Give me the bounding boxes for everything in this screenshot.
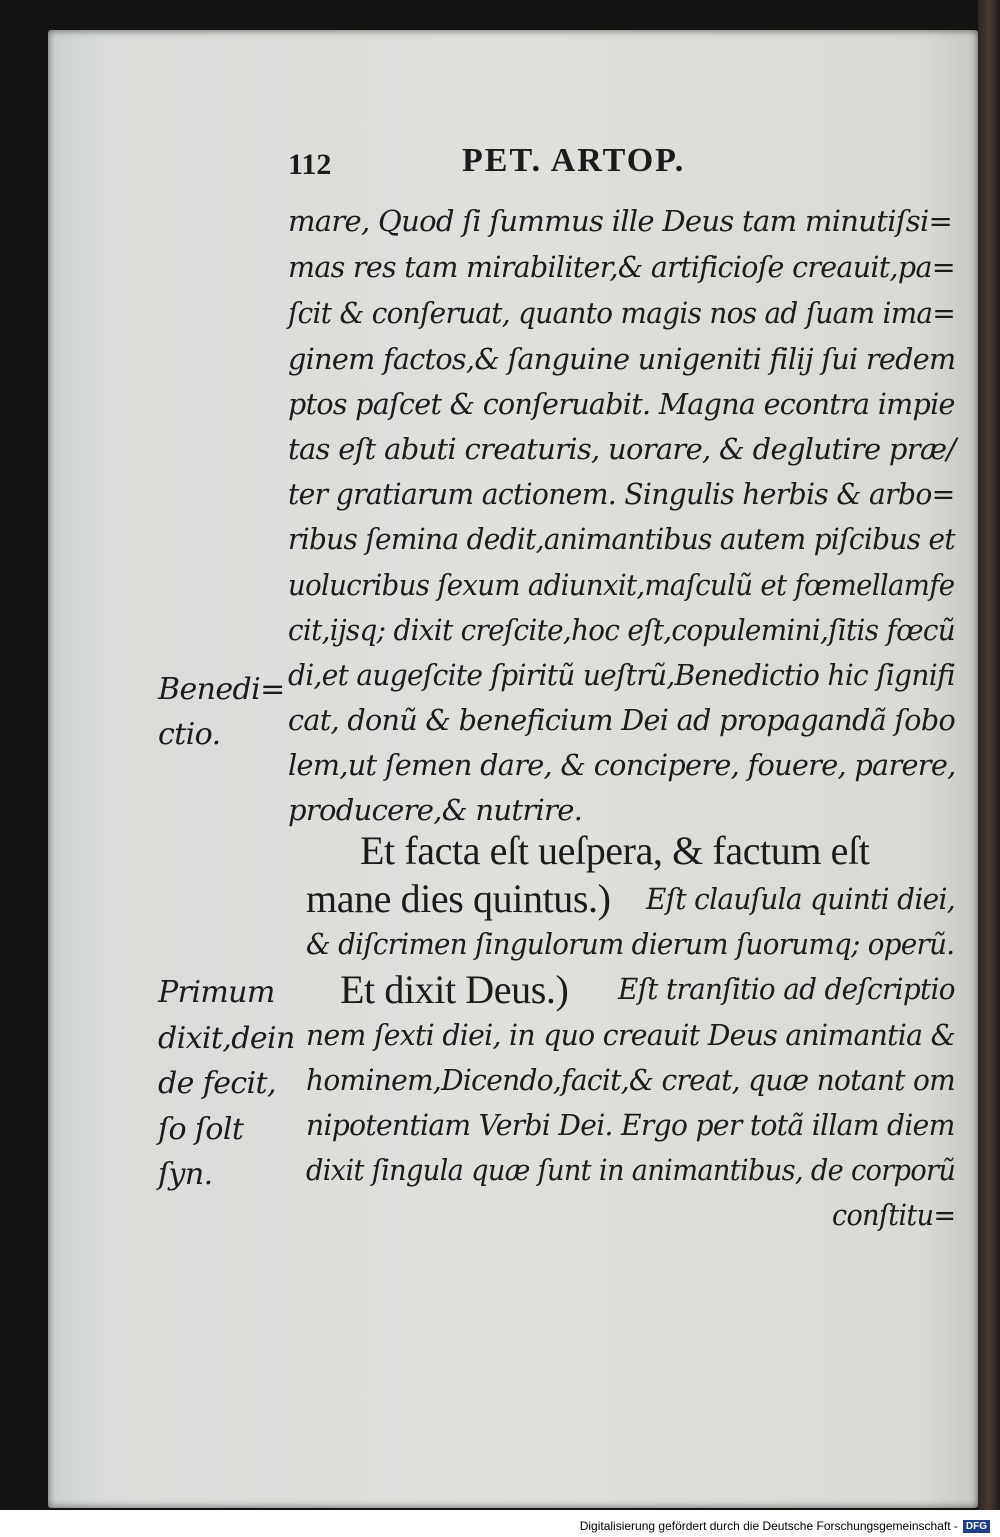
- book-gutter: [978, 0, 1000, 1510]
- text-line: ginem factos,& ſanguine unigeniti filij ſui redem: [288, 342, 956, 376]
- lemma-line: mane dies quintus.): [306, 876, 611, 921]
- text-line: ter gratiarum actionem. Singulis herbis & arbo=: [288, 477, 955, 511]
- dfg-logo: DFG: [963, 1520, 990, 1533]
- text-line: cit,ijsq; dixit creſcite,hoc eſt,copulemini,ſitis fœcũ: [288, 613, 955, 647]
- text-line: hominem,Dicendo,facit,& creat, quæ notant om: [306, 1063, 956, 1097]
- text-line: Eſt clauſula quinti diei,: [646, 882, 955, 916]
- text-line: mare, Quod ſi ſummus ille Deus tam minutiſsi=: [288, 204, 953, 238]
- marginal-note-line: ctio.: [158, 717, 221, 752]
- marginal-note-line: Benedi=: [158, 672, 285, 707]
- text-line: tas eſt abuti creaturis, uorare, & deglutire præ/: [288, 432, 956, 466]
- marginal-note-line: Primum: [158, 975, 275, 1010]
- lemma-line: Et dixit Deus.): [340, 967, 569, 1012]
- text-line: ſcit & conſeruat, quanto magis nos ad ſuam ima=: [288, 296, 956, 330]
- catchword: conſtitu=: [832, 1198, 956, 1232]
- text-line: di,et augeſcite ſpiritũ ueſtrũ,Benedictio hic ſignifi: [288, 658, 955, 692]
- text-line: uolucribus ſexum adiunxit,maſculũ et fœmellamfe: [288, 568, 955, 602]
- footer-text: Digitalisierung gefördert durch die Deutsche Forschungsgemeinschaft -: [579, 1519, 958, 1533]
- text-line: nipotentiam Verbi Dei. Ergo per totã illam diem: [306, 1108, 955, 1142]
- text-line: lem,ut ſemen dare, & concipere, fouere, parere,: [288, 748, 956, 782]
- text-line: ribus ſemina dedit,animantibus autem piſcibus et: [288, 522, 955, 556]
- running-head: PET. ARTOP.: [462, 142, 686, 179]
- page-number: 112: [288, 148, 332, 181]
- text-line: nem ſexti diei, in quo creauit Deus animantia &: [306, 1018, 956, 1052]
- funding-footer: [580, 1519, 990, 1533]
- text-line: cat, donũ & beneficium Dei ad propagandã ſobo: [288, 703, 955, 737]
- marginal-note-line: de fecit,: [158, 1066, 276, 1101]
- text-line: Eſt tranſitio ad deſcriptio: [618, 972, 955, 1006]
- marginal-note-line: ſyn.: [158, 1157, 213, 1192]
- lemma-line: Et facta eſt ueſpera, & factum eſt: [360, 828, 870, 873]
- marginal-note-line: dixit,dein: [158, 1021, 295, 1056]
- marginal-note-line: ſo ſolt: [158, 1112, 244, 1147]
- text-line: mas res tam mirabiliter,& artificioſe creauit,pa=: [288, 250, 955, 284]
- text-line: ptos paſcet & conſeruabit. Magna econtra impie: [288, 387, 955, 421]
- text-line: dixit ſingula quæ ſunt in animantibus, de corporũ: [306, 1153, 956, 1187]
- text-line: producere,& nutrire.: [288, 793, 583, 827]
- text-line: & diſcrimen ſingulorum dierum ſuorumq; operũ.: [306, 927, 955, 961]
